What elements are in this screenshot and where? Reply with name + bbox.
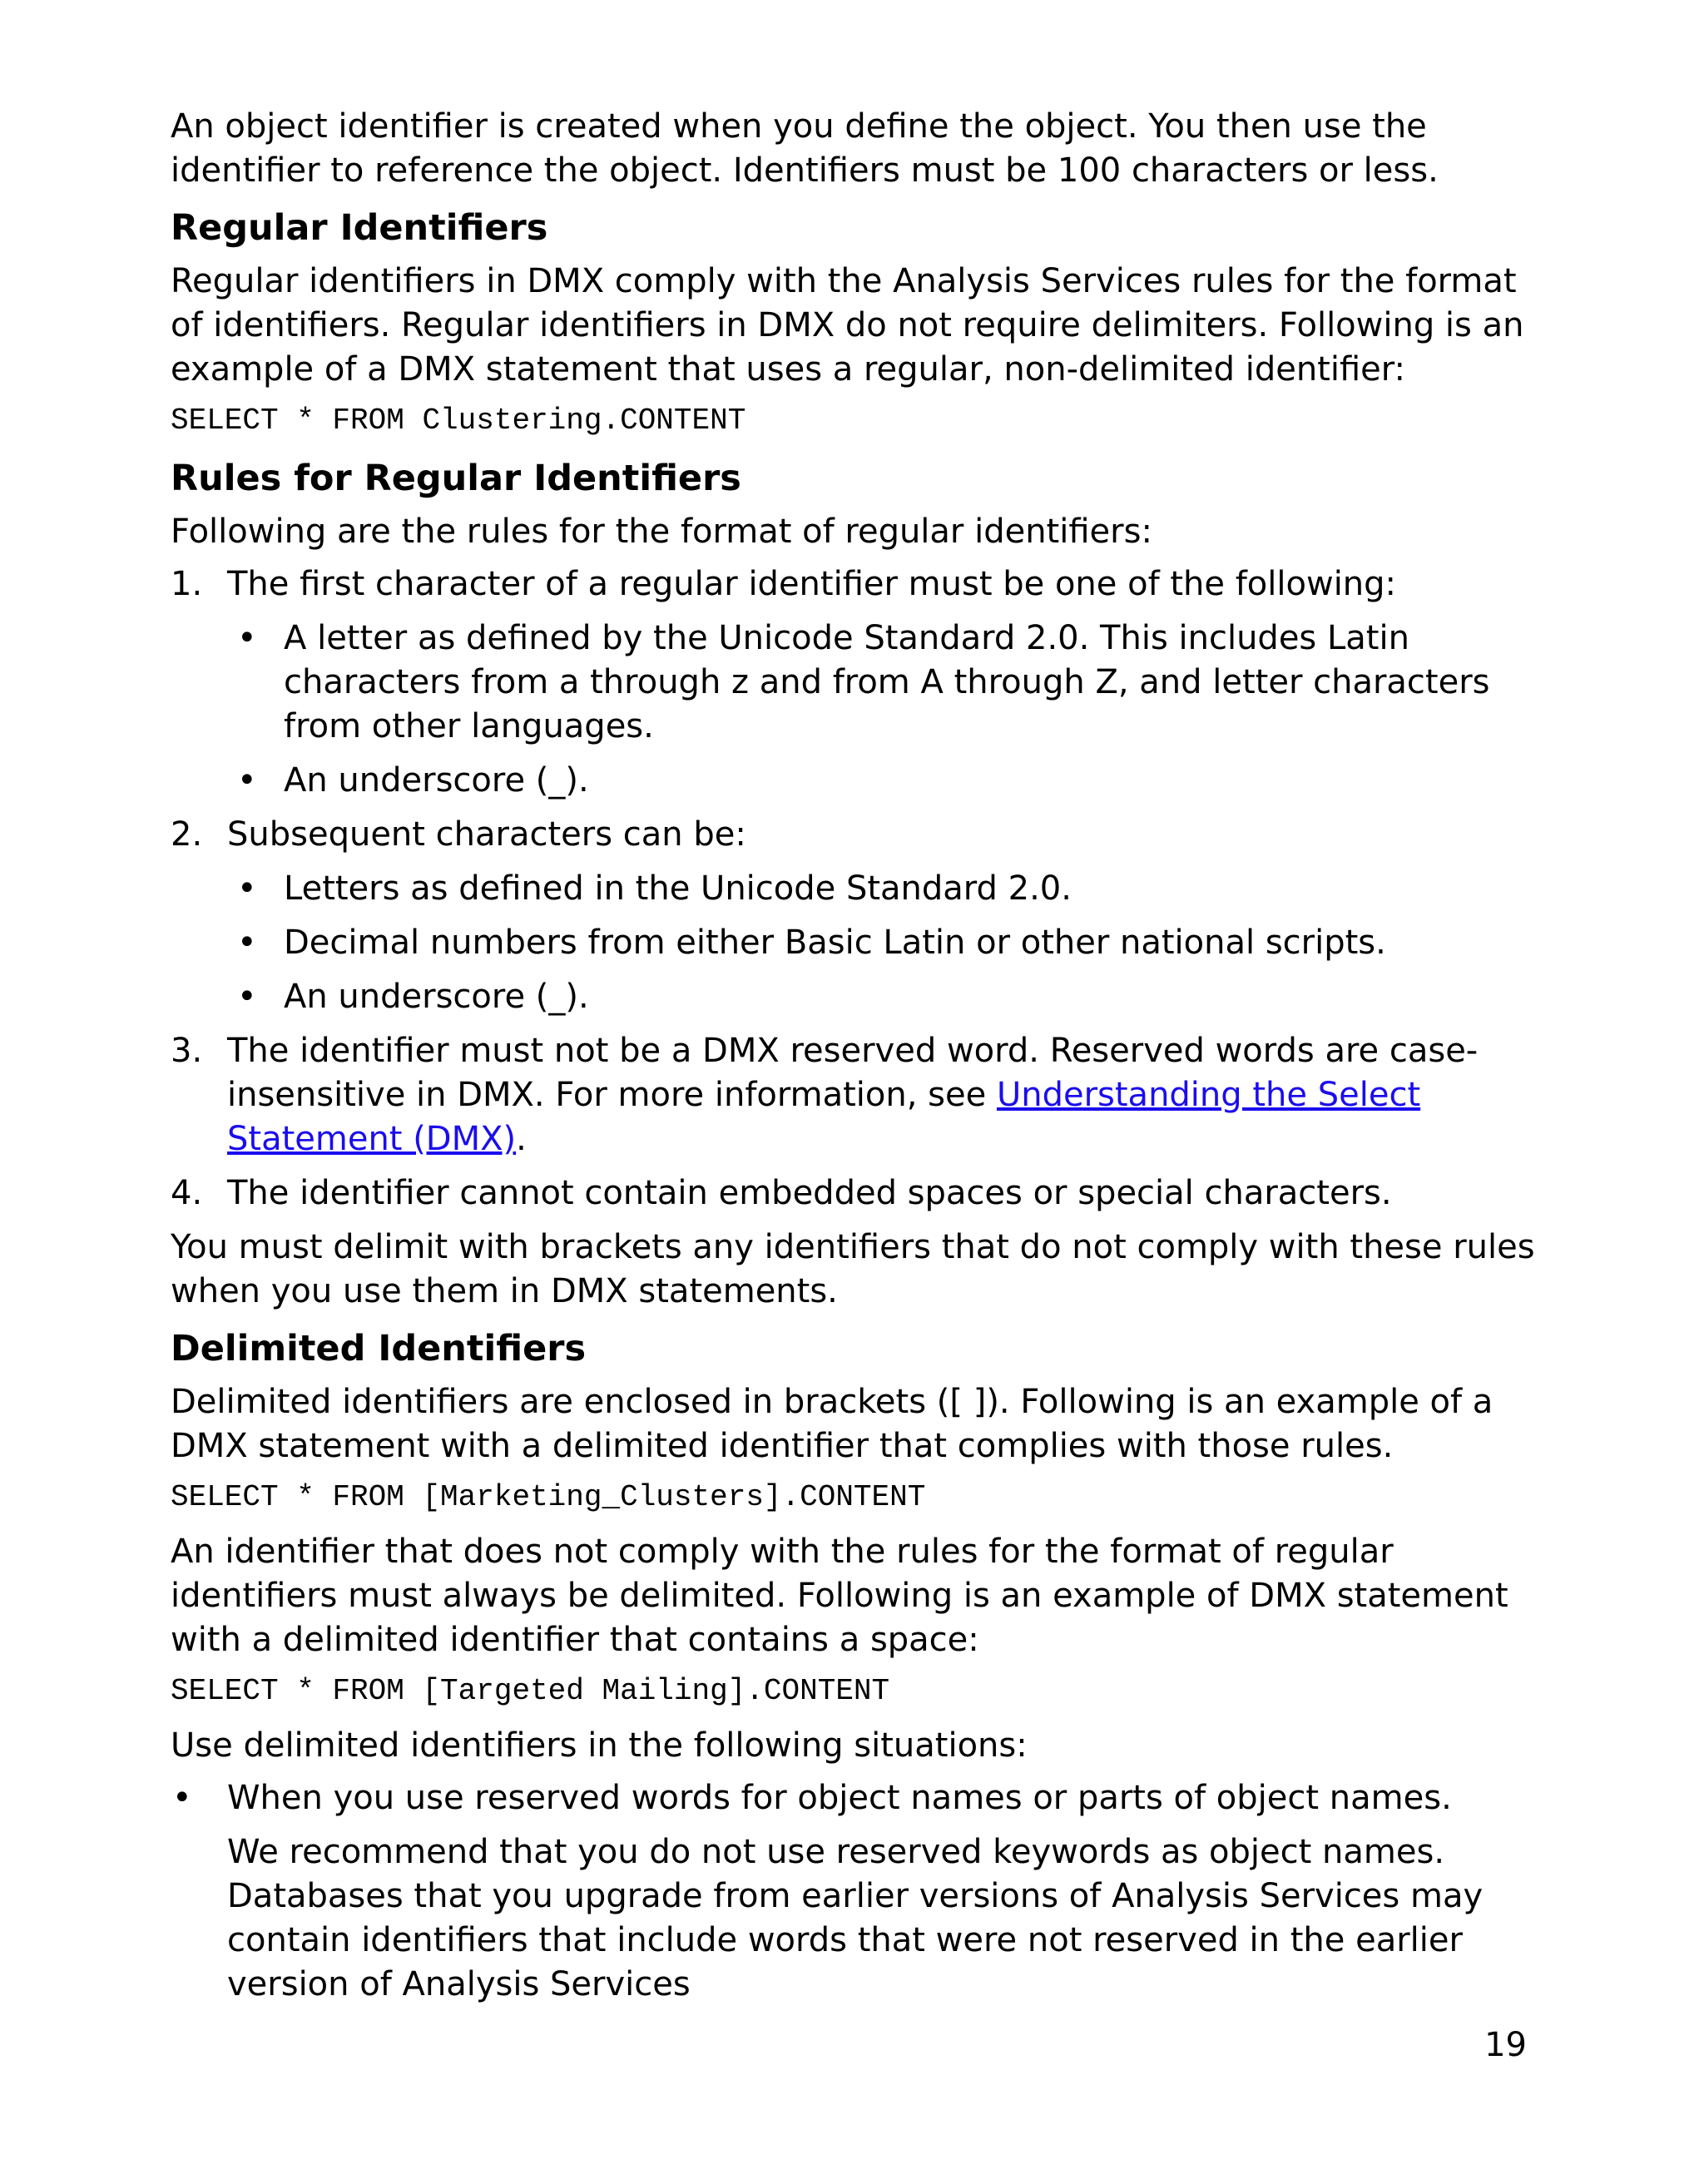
rule-text: Subsequent characters can be: — [227, 815, 746, 854]
sub-bullet-text: An underscore (_). — [284, 978, 589, 1016]
sub-bullet-item — [227, 617, 1543, 749]
rule-number: 1. — [171, 565, 203, 603]
sub-bullet-item — [227, 921, 1543, 965]
rule-text-end: . — [516, 1120, 527, 1158]
code-example-delimited: SELECT * FROM [Marketing_Clusters].CONTENT — [171, 1480, 926, 1514]
sub-bullet-text: Letters as defined in the Unicode Standard 2.0. — [284, 869, 1072, 908]
rule-1-sublist — [227, 617, 1543, 803]
rules-heading: Rules for Regular Identifiers — [171, 458, 741, 499]
bullet-icon: • — [237, 978, 257, 1016]
sub-bullet-text: A letter as defined by the Unicode Standard 2.0. This includes Latin characters from a through z and from A through Z, and letter characters from other languages. — [284, 619, 1490, 745]
regular-identifiers-paragraph: Regular identifiers in DMX comply with the Analysis Services rules for the format of identifiers. Regular identifiers in DMX do not require delimiters. Following is an example of a DMX statement that uses a regular, non-delimited identifier: — [171, 262, 1524, 389]
rules-intro: Following are the rules for the format of regular identifiers: — [171, 513, 1152, 551]
rules-outro: You must delimit with brackets any identifiers that do not comply with these rules when you use them in DMX statements. — [171, 1228, 1535, 1310]
rule-text: The identifier must not be a DMX reserved word. Reserved words are case-insensitive in DMX. For more information, see — [227, 1032, 1479, 1114]
delimited-identifiers-heading: Delimited Identifiers — [171, 1328, 587, 1369]
bullet-icon: • — [237, 619, 257, 657]
sub-bullet-text: Decimal numbers from either Basic Latin or other national scripts. — [284, 924, 1386, 962]
document-page — [171, 105, 1543, 2017]
sub-bullet-item — [227, 867, 1543, 911]
rule-item-3 — [171, 1029, 1543, 1161]
rule-number: 2. — [171, 815, 203, 854]
code-example-space: SELECT * FROM [Targeted Mailing].CONTENT — [171, 1674, 890, 1708]
situation-text: When you use reserved words for object names or parts of object names. — [227, 1779, 1452, 1817]
rule-text: The first character of a regular identifier must be one of the following: — [227, 565, 1397, 603]
bullet-icon: • — [237, 761, 257, 800]
rule-item-2 — [171, 813, 1543, 1019]
rule-2-sublist — [227, 867, 1543, 1019]
rule-text: The identifier cannot contain embedded spaces or special characters. — [227, 1174, 1392, 1212]
situation-item — [171, 1776, 1543, 2007]
situations-intro: Use delimited identifiers in the following situations: — [171, 1726, 1028, 1765]
situation-note: We recommend that you do not use reserved keywords as object names. Databases that you upgrade from earlier versions of Analysis Services may contain identifiers that include words that were not reserved in the earlier version of Analysis Services — [227, 1833, 1484, 2003]
rule-item-4 — [171, 1171, 1543, 1216]
bullet-icon: • — [237, 924, 257, 962]
bullet-icon: • — [237, 869, 257, 908]
intro-paragraph: An object identifier is created when you define the object. You then use the identifier to reference the object. Identifiers must be 100 characters or less. — [171, 107, 1439, 190]
page-number: 19 — [1484, 2026, 1527, 2064]
sub-bullet-item — [227, 759, 1543, 803]
rule-item-1 — [171, 562, 1543, 803]
regular-identifiers-heading: Regular Identifiers — [171, 207, 548, 249]
sub-bullet-item — [227, 975, 1543, 1019]
bullet-icon: • — [172, 1779, 192, 1817]
delimited-paragraph-2: An identifier that does not comply with the rules for the format of regular identifiers must always be delimited. Following is an example of DMX statement with a delimited identifier that contains a space: — [171, 1533, 1508, 1659]
rule-number: 3. — [171, 1032, 203, 1070]
sub-bullet-text: An underscore (_). — [284, 761, 589, 800]
delimited-paragraph: Delimited identifiers are enclosed in brackets ([ ]). Following is an example of a DMX statement with a delimited identifier that complies with those rules. — [171, 1383, 1493, 1465]
code-example-regular: SELECT * FROM Clustering.CONTENT — [171, 404, 746, 438]
select-statement-link[interactable]: Understanding the Select Statement (DMX) — [227, 1076, 1421, 1158]
rule-number: 4. — [171, 1174, 203, 1212]
